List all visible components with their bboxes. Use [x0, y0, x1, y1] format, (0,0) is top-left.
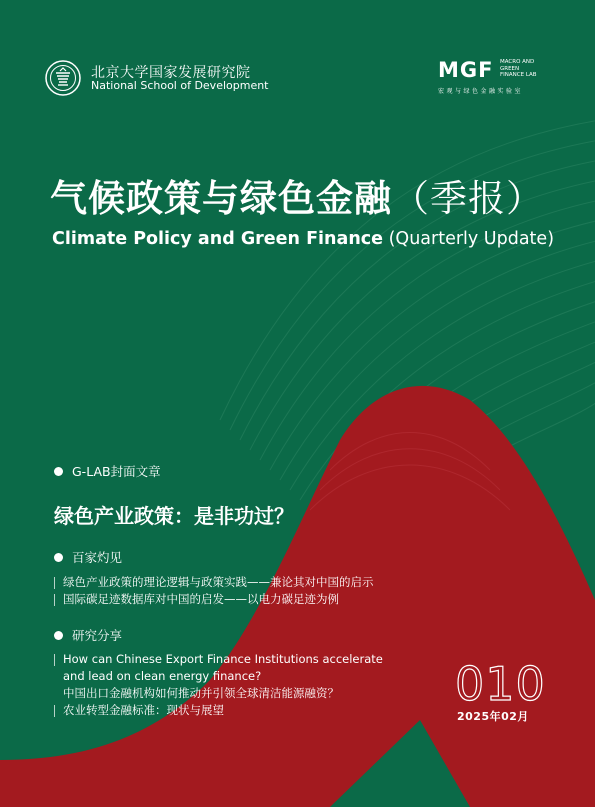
title-en-suffix: (Quarterly Update)	[383, 229, 555, 249]
title-cn-suffix: （季报）	[392, 177, 544, 220]
title-cn-main: 气候政策与绿色金融	[50, 177, 392, 220]
issue-number-text: 010	[455, 657, 546, 711]
institution-name-en: National School of Development	[91, 79, 269, 92]
section-research-heading: 研究分享	[72, 628, 123, 643]
section-views	[54, 548, 122, 566]
title-cn	[50, 168, 544, 222]
title-en	[52, 229, 554, 249]
section-views-heading: 百家灼见	[72, 550, 123, 565]
list-item: 中国出口金融机构如何推动并引领全球清洁能源融资？	[63, 686, 339, 700]
views-list	[54, 574, 374, 608]
section-research	[54, 626, 122, 644]
feature-article-title: 绿色产业政策：是非功过？	[54, 504, 294, 528]
issue-date: 2025年02月	[457, 710, 529, 723]
research-list	[54, 651, 383, 719]
bullet-dot	[54, 467, 63, 476]
mgf-side-line-3: FINANCE LAB	[500, 72, 537, 78]
section-glab-heading: G-LAB封面文章	[72, 464, 161, 479]
section-glab	[54, 462, 161, 480]
mgf-logo	[438, 58, 558, 98]
mgf-lab-name-cn: 宏观与绿色金融实验室	[438, 88, 524, 95]
list-item: 绿色产业政策的理论逻辑与政策实践——兼论其对中国的启示	[54, 574, 374, 591]
mgf-side-line-1: MACRO AND	[500, 59, 535, 65]
bullet-dot	[54, 631, 63, 640]
list-item: 国际碳足迹数据库对中国的启发——以电力碳足迹为例	[54, 591, 374, 608]
list-item: 农业转型金融标准：现状与展望	[54, 702, 383, 719]
list-item: How can Chinese Export Finance Institutions accelerate	[54, 651, 383, 668]
mgf-logo-word: MGF	[438, 58, 494, 82]
bullet-dot	[54, 553, 63, 562]
pku-logo	[45, 60, 81, 96]
list-item: and lead on clean energy finance?	[63, 669, 262, 683]
title-en-main: Climate Policy and Green Finance	[52, 229, 384, 249]
issue-number	[455, 657, 546, 711]
institution-name-cn: 北京大学国家发展研究院	[91, 65, 251, 81]
mgf-side-line-2: GREEN	[500, 65, 520, 72]
mgf-logo-side	[500, 59, 560, 79]
